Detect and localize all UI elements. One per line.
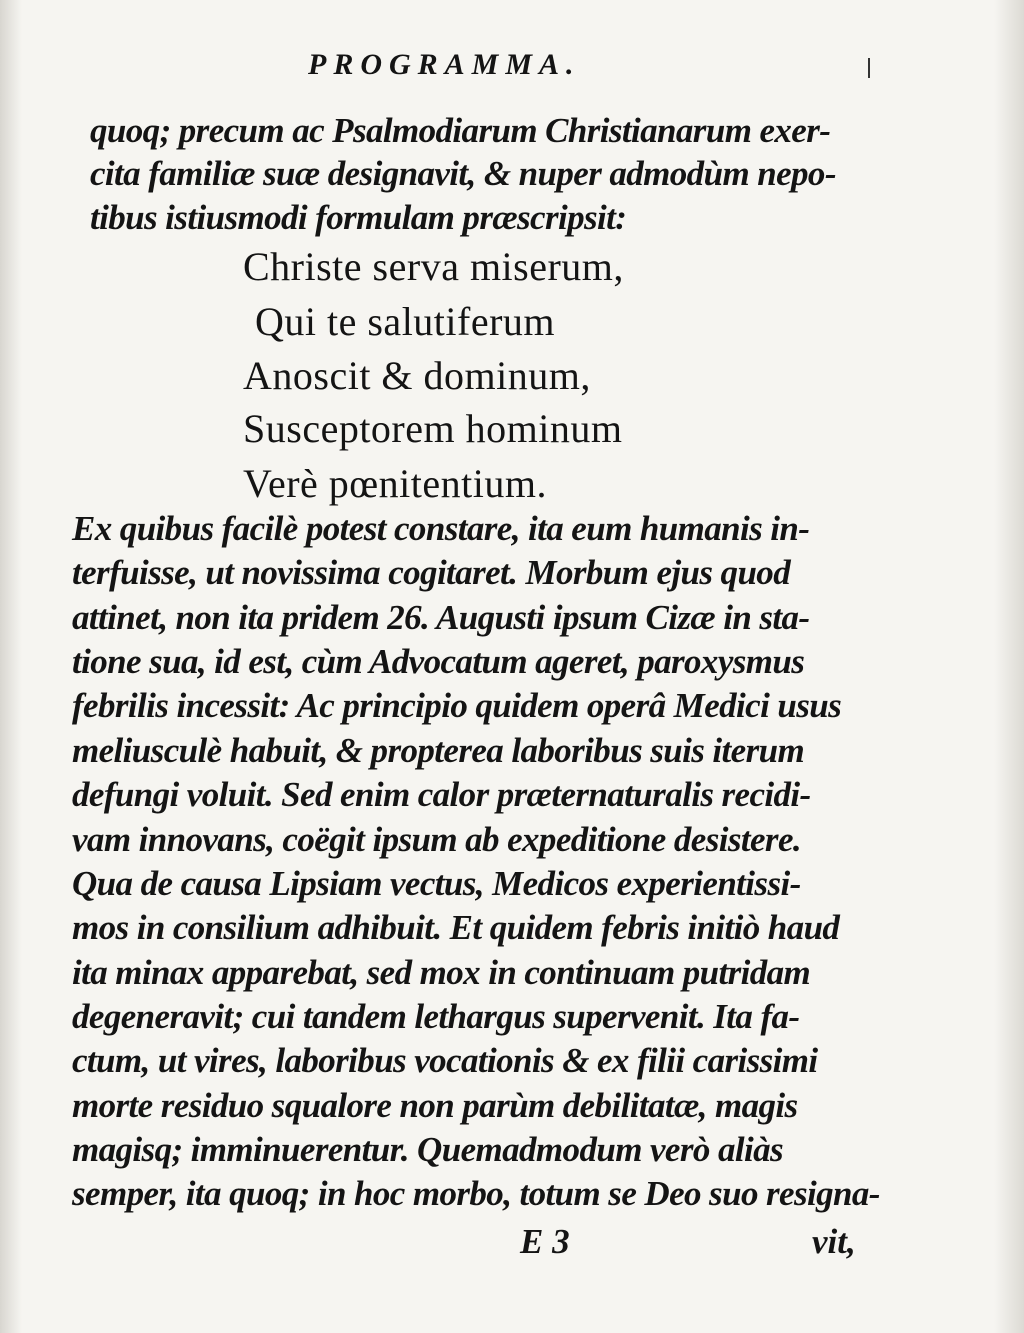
text-line: defungi voluit. Sed enim calor præternaturalis recidi- bbox=[72, 775, 811, 814]
text-line: Qua de causa Lipsiam vectus, Medicos experientissi- bbox=[72, 864, 801, 903]
text-line: terfuisse, ut novissima cogitaret. Morbum ejus quod bbox=[72, 553, 791, 592]
text-line: attinet, non ita pridem 26. Augusti ipsum Cizæ in sta- bbox=[72, 598, 810, 637]
text-line: febrilis incessit: Ac principio quidem operâ Medici usus bbox=[72, 686, 842, 725]
text-line: vam innovans, coëgit ipsum ab expeditione desistere. bbox=[72, 820, 802, 859]
running-title: PROGRAMMA. bbox=[308, 48, 581, 81]
page-edge-shadow bbox=[994, 0, 1024, 1333]
signature-mark: E 3 bbox=[520, 1222, 570, 1261]
verse-line: Susceptorem hominum bbox=[243, 406, 623, 451]
verse-line: Qui te salutiferum bbox=[255, 299, 556, 344]
text-line: tione sua, id est, cùm Advocatum ageret, paroxysmus bbox=[72, 642, 805, 681]
text-line: quoq; precum ac Psalmodiarum Christianarum exer- bbox=[90, 111, 831, 150]
text-line: ctum, ut vires, laboribus vocationis & ex filii carissimi bbox=[72, 1041, 818, 1080]
text-line: meliusculè habuit, & propterea laboribus suis iterum bbox=[72, 731, 805, 770]
text-line: magisq; imminuerentur. Quemadmodum verò aliàs bbox=[72, 1130, 784, 1169]
verse-line: Verè pœnitentium. bbox=[243, 461, 547, 506]
text-line: Ex quibus facilè potest constare, ita eum humanis in- bbox=[72, 509, 810, 548]
margin-mark bbox=[868, 58, 870, 78]
text-line: cita familiæ suæ designavit, & nuper admodùm nepo- bbox=[90, 154, 836, 193]
text-line: ita minax apparebat, sed mox in continuam putridam bbox=[72, 953, 811, 992]
verse-line: Christe serva miserum, bbox=[243, 244, 624, 289]
text-line: tibus istiusmodi formulam præscripsit: bbox=[90, 198, 627, 237]
text-line: semper, ita quoq; in hoc morbo, totum se Deo suo resigna- bbox=[72, 1174, 880, 1213]
page-gutter-shadow bbox=[0, 0, 22, 1333]
text-line: mos in consilium adhibuit. Et quidem febris initiò haud bbox=[72, 908, 840, 947]
text-line: morte residuo squalore non parùm debilitatæ, magis bbox=[72, 1086, 798, 1125]
verse-line: Anoscit & dominum, bbox=[243, 353, 591, 398]
text-line: degeneravit; cui tandem lethargus supervenit. Ita fa- bbox=[72, 997, 800, 1036]
catchword: vit, bbox=[812, 1222, 856, 1261]
